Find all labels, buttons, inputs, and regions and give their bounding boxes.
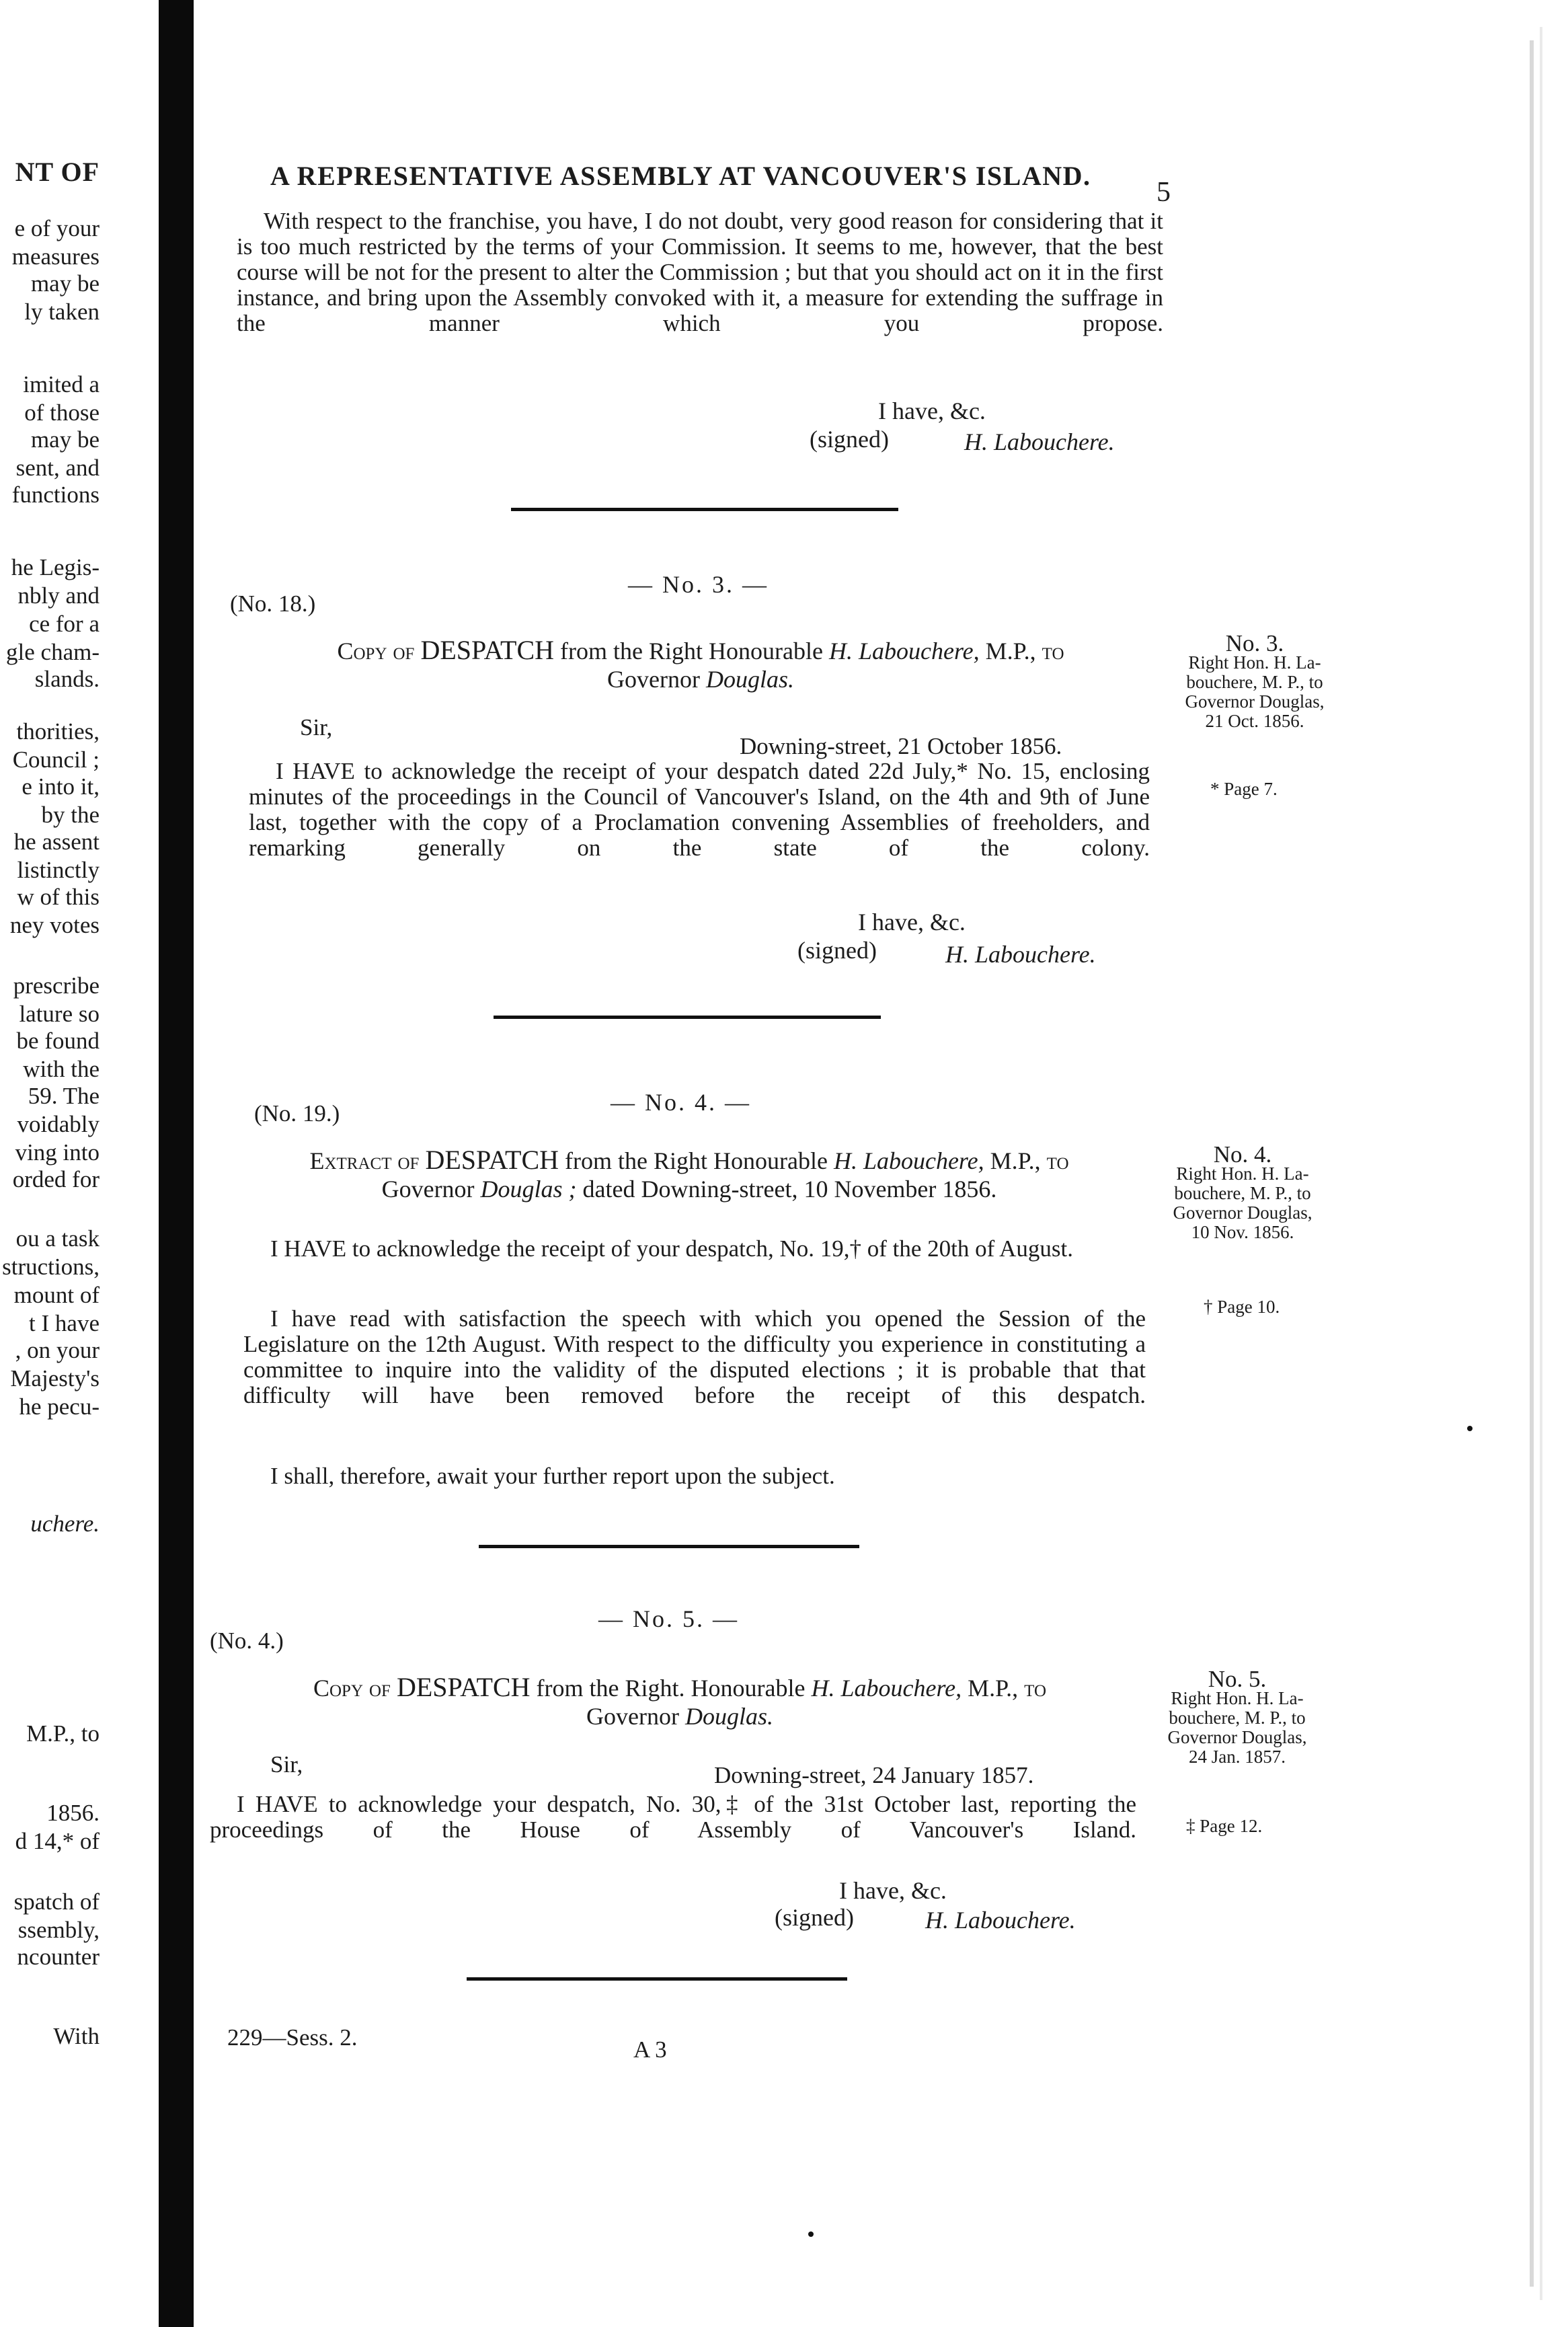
previous-page-line: with the xyxy=(23,1056,100,1082)
page-edge xyxy=(1530,40,1534,2287)
margin-line: No. 4. xyxy=(1213,1141,1272,1168)
title-rest: from the Right Honourable xyxy=(565,1147,828,1174)
title-main: DESPATCH xyxy=(396,1672,531,1702)
previous-page-line: 1856. xyxy=(46,1800,100,1826)
session-number: 229—Sess. 2. xyxy=(227,2024,358,2051)
previous-page-line: thorities, xyxy=(16,718,100,745)
previous-page-line: d 14,* of xyxy=(15,1828,100,1854)
despatch-title xyxy=(219,1673,1140,1730)
margin-line: bouchere, M. P., to xyxy=(1174,1183,1311,1203)
despatch-paragraph: I shall, therefore, await your further report upon the subject. xyxy=(270,1463,835,1489)
section-rule xyxy=(479,1545,859,1548)
title-main: DESPATCH xyxy=(420,635,555,665)
previous-page-line: by the xyxy=(41,802,100,828)
despatch-number: — No. 3. — xyxy=(628,571,769,598)
section-rule xyxy=(467,1977,847,1981)
page-edge-outer xyxy=(1540,27,1542,2300)
previous-page-line: uchere. xyxy=(30,1511,100,1537)
despatch-reference: (No. 19.) xyxy=(254,1100,340,1127)
intro-closing: I have, &c. xyxy=(878,397,986,424)
previous-page-line: be found xyxy=(16,1028,100,1054)
despatch-reference: (No. 18.) xyxy=(230,590,316,617)
previous-page-line: he assent xyxy=(13,829,100,855)
book-spine-shadow xyxy=(159,0,194,2327)
previous-page-line: functions xyxy=(11,482,100,508)
title-line2a: Governor xyxy=(607,666,700,693)
title-prefix: Extract of xyxy=(309,1147,420,1174)
previous-page-line: structions, xyxy=(2,1254,100,1280)
closing: I have, &c. xyxy=(839,1877,947,1904)
margin-line: 10 Nov. 1856. xyxy=(1191,1222,1294,1242)
previous-page-line: ssembly, xyxy=(17,1917,100,1943)
previous-page-fragment xyxy=(0,0,155,2327)
despatch-paragraph: I HAVE to acknowledge the receipt of your despatch, No. 19,† of the 20th of August. xyxy=(270,1235,1073,1262)
despatch-title xyxy=(257,636,1144,693)
title-line2b: Douglas ; xyxy=(480,1176,577,1203)
previous-page-line: prescribe xyxy=(13,972,100,999)
previous-page-line: slands. xyxy=(34,666,100,692)
print-speck xyxy=(808,2231,814,2237)
previous-page-line: gle cham- xyxy=(6,639,100,665)
margin-line: Right Hon. H. La- xyxy=(1171,1688,1304,1708)
margin-line: bouchere, M. P., to xyxy=(1186,672,1323,692)
previous-page-line: he Legis- xyxy=(11,554,100,580)
margin-line: Right Hon. H. La- xyxy=(1176,1164,1309,1184)
title-rest: from the Right. Honourable xyxy=(536,1675,806,1702)
section-rule xyxy=(494,1016,881,1019)
margin-line: Governor Douglas, xyxy=(1167,1727,1307,1747)
title-mp: M.P., to xyxy=(985,638,1064,664)
previous-page-line: Majesty's xyxy=(10,1365,100,1391)
page-number: 5 xyxy=(1157,177,1171,208)
title-name: H. Labouchere, xyxy=(833,1147,984,1174)
previous-page-line: e into it, xyxy=(22,773,100,800)
title-prefix: Copy of xyxy=(337,638,415,664)
previous-page-line: , on your xyxy=(15,1337,100,1363)
previous-page-line: imited a xyxy=(23,371,100,397)
previous-page-line: ce for a xyxy=(29,611,100,637)
previous-page-line: ncounter xyxy=(17,1944,100,1970)
previous-page-line: measures xyxy=(11,243,100,270)
title-line2a: Governor xyxy=(586,1703,679,1730)
despatch-body: I HAVE to acknowledge the receipt of your despatch dated 22d July,* No. 15, enclosing minutes of the proceedings in the Council of Vancouver's Island, on the 4th and 9th of June last, together with the copy of a Proclamation convening Assemblies of freeholders, and remarking generally on the state of the colony. xyxy=(249,758,1150,861)
margin-line: Governor Douglas, xyxy=(1173,1203,1312,1223)
previous-page-line: spatch of xyxy=(13,1889,100,1915)
title-line2b: Douglas. xyxy=(705,666,794,693)
title-main: DESPATCH xyxy=(425,1145,559,1175)
previous-page-line: may be xyxy=(30,270,100,297)
marginal-note xyxy=(1142,1141,1343,1242)
print-speck xyxy=(1467,1426,1473,1431)
despatch-reference: (No. 4.) xyxy=(210,1628,284,1654)
margin-line: 24 Jan. 1857. xyxy=(1189,1747,1286,1767)
title-line2c: dated Downing-street, 10 November 1856. xyxy=(582,1176,997,1203)
despatch-number: — No. 4. — xyxy=(611,1089,751,1116)
previous-page-line: ou a task xyxy=(15,1225,100,1252)
previous-page-line: ving into xyxy=(15,1139,100,1166)
signer: H. Labouchere. xyxy=(945,941,1096,968)
title-name: H. Labouchere, xyxy=(828,638,980,664)
previous-page-line: ney votes xyxy=(9,912,100,938)
dateline: Downing-street, 21 October 1856. xyxy=(740,733,1062,759)
previous-page-line: Council ; xyxy=(12,747,100,773)
signed: (signed) xyxy=(797,937,877,964)
title-name: H. Labouchere, xyxy=(811,1675,962,1702)
title-prefix: Copy of xyxy=(313,1675,391,1702)
signer: H. Labouchere. xyxy=(925,1907,1076,1934)
running-header: A REPRESENTATIVE ASSEMBLY AT VANCOUVER'S ISLAND. xyxy=(270,161,1091,191)
salutation: Sir, xyxy=(300,714,333,740)
closing: I have, &c. xyxy=(858,909,966,936)
title-line2a: Governor xyxy=(381,1176,475,1203)
previous-page-line: e of your xyxy=(14,215,100,241)
margin-line: No. 5. xyxy=(1208,1666,1267,1692)
marginal-note xyxy=(1136,1666,1338,1767)
previous-page-line: NT OF xyxy=(15,157,100,187)
dateline: Downing-street, 24 January 1857. xyxy=(714,1762,1034,1788)
intro-paragraph: With respect to the franchise, you have, I do not doubt, very good reason for considering that it is too much restricted by the terms of your Commission. It seems to me, however, that the best course will be not for the present to alter the Commission ; but that you should act on it in the first instance, and bring upon the Assembly convoked with it, a measure for extending the suffrage in the manner which you propose. xyxy=(237,208,1163,336)
intro-signer: H. Labouchere. xyxy=(964,428,1115,455)
despatch-title xyxy=(229,1146,1150,1203)
previous-page-line: may be xyxy=(30,426,100,453)
previous-page-line: voidably xyxy=(17,1111,100,1137)
previous-page-line: t I have xyxy=(29,1310,100,1336)
previous-page-line: lature so xyxy=(19,1001,100,1027)
margin-line: No. 3. xyxy=(1225,630,1284,656)
margin-line: Right Hon. H. La- xyxy=(1188,652,1321,673)
title-mp: M.P., to xyxy=(990,1147,1069,1174)
previous-page-line: 59. The xyxy=(28,1083,100,1109)
previous-page-line: he pecu- xyxy=(19,1394,100,1420)
marginal-footnote: † Page 10. xyxy=(1204,1297,1280,1317)
intro-signed: (signed) xyxy=(810,426,889,453)
salutation: Sir, xyxy=(270,1751,303,1778)
previous-page-line: w of this xyxy=(17,884,100,910)
previous-page-line: nbly and xyxy=(17,582,100,609)
signed: (signed) xyxy=(775,1904,854,1931)
title-rest: from the Right Honourable xyxy=(560,638,823,664)
signature-mark: A 3 xyxy=(633,2036,667,2063)
margin-line: 21 Oct. 1856. xyxy=(1205,711,1304,731)
marginal-note xyxy=(1154,630,1356,731)
previous-page-line: orded for xyxy=(12,1166,100,1192)
previous-page-line: ly taken xyxy=(24,299,100,325)
marginal-footnote: * Page 7. xyxy=(1210,779,1278,799)
section-rule xyxy=(511,508,898,511)
despatch-body: I HAVE to acknowledge your despatch, No. 30,‡ of the 31st October last, reporting the proceedings of the House of Assembly of Vancouver's Island. xyxy=(210,1791,1136,1843)
margin-line: Governor Douglas, xyxy=(1185,691,1325,712)
title-mp: M.P., to xyxy=(968,1675,1047,1702)
previous-page-line: M.P., to xyxy=(26,1720,100,1747)
previous-page-line: sent, and xyxy=(15,455,100,481)
despatch-number: — No. 5. — xyxy=(598,1605,739,1632)
margin-line: bouchere, M. P., to xyxy=(1169,1708,1306,1728)
despatch-paragraph: I have read with satisfaction the speech with which you opened the Session of the Legislature on the 12th August. With respect to the difficulty you experience in constituting a committee to inquire into the validity of the disputed elections ; it is probable that that difficulty will have been removed before the receipt of this despatch. xyxy=(243,1305,1146,1408)
previous-page-line: of those xyxy=(24,399,100,426)
previous-page-line: mount of xyxy=(13,1282,100,1308)
previous-page-line: listinctly xyxy=(17,857,100,883)
title-line2b: Douglas. xyxy=(684,1703,773,1730)
previous-page-line: With xyxy=(53,2023,100,2049)
marginal-footnote: ‡ Page 12. xyxy=(1186,1816,1263,1836)
